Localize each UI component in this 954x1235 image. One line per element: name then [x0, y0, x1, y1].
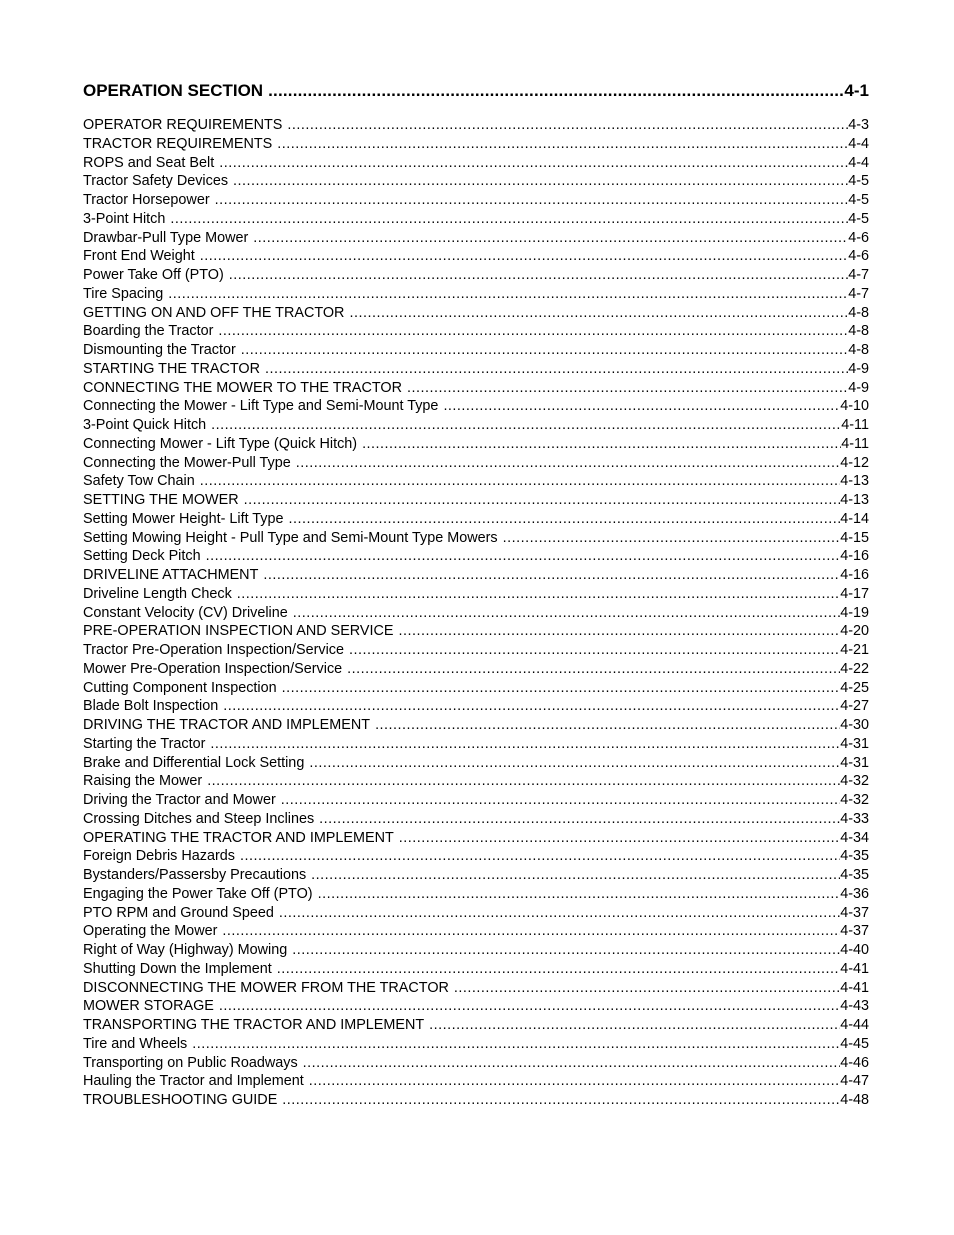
- dot-leader: [281, 791, 840, 810]
- toc-entry-title: Blade Bolt Inspection: [83, 698, 219, 715]
- toc-entry-title: Power Take Off (PTO): [83, 267, 224, 283]
- dot-leader: [200, 472, 840, 491]
- toc-entry[interactable]: [83, 472, 869, 491]
- dot-leader: [503, 529, 841, 548]
- dot-leader: [268, 80, 844, 102]
- toc-entry-page-number: 4-46: [840, 1054, 869, 1071]
- toc-entry[interactable]: [83, 1072, 869, 1091]
- toc-entry-page-number: 4-27: [840, 698, 869, 715]
- toc-entry-page-number: 4-4: [848, 154, 869, 171]
- toc-entry-page-number: 4-45: [840, 1035, 869, 1052]
- dot-leader: [362, 435, 841, 454]
- toc-entry[interactable]: [83, 397, 869, 416]
- dot-leader: [219, 154, 848, 173]
- dot-leader: [282, 1091, 840, 1110]
- toc-entry-page-number: 4-41: [840, 960, 869, 977]
- toc-entry[interactable]: [83, 679, 869, 698]
- toc-entry-page-number: 4-17: [840, 585, 869, 602]
- toc-entry-title: Connecting the Mower-Pull Type: [83, 454, 291, 471]
- dot-leader: [311, 866, 840, 885]
- toc-entry[interactable]: [83, 454, 869, 473]
- toc-entry-page-number: 4-4: [848, 135, 869, 152]
- dot-leader: [211, 416, 841, 435]
- toc-entry-page-number: 4-48: [840, 1092, 869, 1108]
- toc-entry[interactable]: [83, 791, 869, 810]
- toc-entry[interactable]: [83, 360, 869, 379]
- toc-entry-page-number: 4-16: [840, 548, 869, 565]
- toc-entry-page-number: 4-5: [848, 210, 869, 227]
- toc-entry-page-number: 4-43: [840, 998, 869, 1015]
- toc-entry-title: Operating the Mower: [83, 923, 218, 940]
- toc-entry-title: Driving the Tractor and Mower: [83, 792, 276, 808]
- toc-entry-page-number: 4-32: [840, 792, 869, 808]
- dot-leader: [240, 847, 840, 866]
- toc-entry[interactable]: [83, 1091, 869, 1110]
- toc-entry-title: Bystanders/Passersby Precautions: [83, 867, 307, 883]
- toc-entry-title: Front End Weight: [83, 248, 195, 265]
- section-page-number: 4-1: [844, 81, 869, 100]
- toc-entry-page-number: 4-13: [840, 473, 869, 490]
- toc-entry-title: Setting Mowing Height - Pull Type and Semi-Mount Type Mowers: [83, 529, 498, 546]
- toc-entry-title: DISCONNECTING THE MOWER FROM THE TRACTOR: [83, 979, 449, 996]
- dot-leader: [222, 922, 840, 941]
- toc-entry[interactable]: [83, 210, 869, 229]
- dot-leader: [277, 135, 848, 154]
- toc-entry-title: MOWER STORAGE: [83, 998, 214, 1015]
- toc-entry-page-number: 4-11: [841, 417, 869, 433]
- toc-entry-page-number: 4-14: [840, 510, 869, 527]
- toc-entry[interactable]: [83, 622, 869, 641]
- toc-entry-title: TROUBLESHOOTING GUIDE: [83, 1092, 278, 1108]
- toc-entry-title: Shutting Down the Implement: [83, 960, 272, 977]
- toc-entry[interactable]: [83, 904, 869, 923]
- toc-entry-page-number: 4-30: [840, 717, 869, 733]
- toc-entry[interactable]: [83, 885, 869, 904]
- toc-entry[interactable]: [83, 660, 869, 679]
- toc-entry-title: Tractor Safety Devices: [83, 173, 229, 190]
- toc-entry-page-number: 4-9: [848, 379, 869, 396]
- table-of-contents: [83, 80, 869, 1110]
- toc-entry-page-number: 4-7: [848, 267, 869, 283]
- dot-leader: [429, 1016, 840, 1035]
- toc-entry[interactable]: [83, 304, 869, 323]
- toc-entry-title: Driveline Length Check: [83, 585, 232, 602]
- toc-entry[interactable]: [83, 172, 869, 191]
- toc-entry[interactable]: [83, 697, 869, 716]
- toc-entry-page-number: 4-12: [840, 454, 869, 471]
- toc-entry-title: Connecting Mower - Lift Type (Quick Hitch): [83, 435, 358, 452]
- toc-entry[interactable]: [83, 135, 869, 154]
- toc-entry-title: PTO RPM and Ground Speed: [83, 904, 274, 921]
- dot-leader: [233, 172, 848, 191]
- dot-leader: [244, 491, 841, 510]
- dot-leader: [253, 229, 848, 248]
- toc-entry-page-number: 4-31: [840, 735, 869, 752]
- dot-leader: [241, 341, 848, 360]
- toc-entry-page-number: 4-36: [840, 885, 869, 902]
- toc-entry[interactable]: [83, 510, 869, 529]
- toc-entry-title: Tractor Pre-Operation Inspection/Service: [83, 642, 345, 658]
- dot-leader: [296, 454, 840, 473]
- dot-leader: [237, 585, 840, 604]
- dot-leader: [277, 960, 840, 979]
- toc-entry[interactable]: [83, 716, 869, 735]
- toc-entry-title: CONNECTING THE MOWER TO THE TRACTOR: [83, 379, 403, 396]
- dot-leader: [210, 735, 840, 754]
- dot-leader: [170, 210, 848, 229]
- dot-leader: [407, 379, 848, 398]
- toc-entry-title: ROPS and Seat Belt: [83, 154, 215, 171]
- dot-leader: [265, 360, 848, 379]
- toc-entry-page-number: 4-5: [848, 192, 869, 208]
- dot-leader: [309, 754, 840, 773]
- dot-leader: [318, 885, 841, 904]
- toc-entry-title: Transporting on Public Roadways: [83, 1054, 298, 1071]
- toc-entry-page-number: 4-8: [848, 304, 869, 321]
- toc-entry[interactable]: [83, 566, 869, 585]
- toc-entry-page-number: 4-44: [840, 1017, 869, 1033]
- toc-entry-page-number: 4-25: [840, 679, 869, 696]
- toc-entry-page-number: 4-37: [840, 923, 869, 940]
- toc-entry-page-number: 4-41: [840, 979, 869, 996]
- toc-entry-page-number: 4-19: [840, 604, 869, 621]
- toc-entry-title: Connecting the Mower - Lift Type and Semi-Mount Type: [83, 398, 439, 415]
- section-title: OPERATION SECTION: [83, 81, 264, 100]
- toc-entry-title: Drawbar-Pull Type Mower: [83, 229, 249, 246]
- toc-entry-page-number: 4-35: [840, 867, 869, 883]
- toc-entry[interactable]: [83, 416, 869, 435]
- dot-leader: [279, 904, 840, 923]
- toc-entry[interactable]: [83, 1054, 869, 1073]
- toc-entry-page-number: 4-8: [848, 323, 869, 340]
- dot-leader: [207, 772, 840, 791]
- toc-entry[interactable]: [83, 491, 869, 510]
- toc-entry-title: Mower Pre-Operation Inspection/Service: [83, 660, 343, 677]
- dot-leader: [319, 810, 840, 829]
- toc-entry[interactable]: [83, 154, 869, 173]
- toc-entry-title: Tractor Horsepower: [83, 192, 210, 208]
- toc-entry-title: STARTING THE TRACTOR: [83, 360, 260, 377]
- toc-entry-page-number: 4-11: [841, 435, 869, 452]
- toc-entry-title: Brake and Differential Lock Setting: [83, 754, 305, 771]
- dot-leader: [399, 829, 840, 848]
- toc-entry[interactable]: [83, 866, 869, 885]
- dot-leader: [349, 304, 848, 323]
- toc-entry-page-number: 4-31: [840, 754, 869, 771]
- dot-leader: [293, 604, 840, 623]
- toc-entry-title: TRANSPORTING THE TRACTOR AND IMPLEMENT: [83, 1017, 425, 1033]
- toc-entry-page-number: 4-21: [840, 642, 869, 658]
- toc-entry[interactable]: [83, 810, 869, 829]
- dot-leader: [219, 997, 840, 1016]
- toc-entry-title: Cutting Component Inspection: [83, 679, 277, 696]
- toc-entry[interactable]: [83, 435, 869, 454]
- toc-entry[interactable]: [83, 585, 869, 604]
- toc-entry[interactable]: [83, 979, 869, 998]
- toc-entry[interactable]: [83, 754, 869, 773]
- toc-entry-title: Raising the Mower: [83, 773, 203, 790]
- dot-leader: [263, 566, 840, 585]
- toc-entry-title: Tire Spacing: [83, 285, 164, 302]
- toc-entry-page-number: 4-34: [840, 829, 869, 846]
- toc-entry[interactable]: [83, 266, 869, 285]
- toc-entry[interactable]: [83, 322, 869, 341]
- toc-entries: [83, 116, 869, 1110]
- toc-entry[interactable]: [83, 341, 869, 360]
- dot-leader: [347, 660, 840, 679]
- dot-leader: [375, 716, 840, 735]
- toc-entry-title: DRIVING THE TRACTOR AND IMPLEMENT: [83, 717, 371, 733]
- toc-entry-page-number: 4-6: [848, 248, 869, 265]
- toc-entry-title: Safety Tow Chain: [83, 473, 195, 490]
- toc-entry-page-number: 4-22: [840, 660, 869, 677]
- toc-entry-title: Setting Mower Height- Lift Type: [83, 510, 284, 527]
- dot-leader: [168, 285, 848, 304]
- toc-entry-title: GETTING ON AND OFF THE TRACTOR: [83, 304, 345, 321]
- dot-leader: [443, 397, 840, 416]
- dot-leader: [303, 1054, 841, 1073]
- toc-entry-title: Constant Velocity (CV) Driveline: [83, 604, 288, 621]
- toc-entry-page-number: 4-40: [840, 942, 869, 958]
- toc-entry-page-number: 4-33: [840, 810, 869, 827]
- toc-entry-title: PRE-OPERATION INSPECTION AND SERVICE: [83, 623, 394, 640]
- toc-entry[interactable]: [83, 829, 869, 848]
- toc-entry-title: Tire and Wheels: [83, 1035, 188, 1052]
- dot-leader: [289, 510, 841, 529]
- toc-entry[interactable]: [83, 735, 869, 754]
- toc-entry-page-number: 4-35: [840, 848, 869, 865]
- toc-entry-title: Engaging the Power Take Off (PTO): [83, 885, 313, 902]
- toc-entry-page-number: 4-6: [848, 229, 869, 246]
- toc-entry-title: OPERATOR REQUIREMENTS: [83, 117, 283, 133]
- toc-entry-title: Boarding the Tractor: [83, 323, 214, 340]
- toc-entry-page-number: 4-5: [848, 173, 869, 190]
- toc-entry-title: Crossing Ditches and Steep Inclines: [83, 810, 315, 827]
- toc-entry-page-number: 4-37: [840, 904, 869, 921]
- toc-section-heading[interactable]: [83, 80, 869, 102]
- toc-entry-title: Starting the Tractor: [83, 735, 206, 752]
- toc-entry-page-number: 4-10: [840, 398, 869, 415]
- dot-leader: [399, 622, 841, 641]
- dot-leader: [229, 266, 848, 285]
- toc-entry[interactable]: [83, 847, 869, 866]
- toc-entry-title: OPERATING THE TRACTOR AND IMPLEMENT: [83, 829, 394, 846]
- toc-entry[interactable]: [83, 1035, 869, 1054]
- dot-leader: [287, 116, 848, 135]
- dot-leader: [192, 1035, 840, 1054]
- toc-entry[interactable]: [83, 547, 869, 566]
- toc-entry-page-number: 4-13: [840, 492, 869, 508]
- toc-entry[interactable]: [83, 116, 869, 135]
- toc-entry[interactable]: [83, 604, 869, 623]
- toc-entry-page-number: 4-16: [840, 567, 869, 583]
- toc-entry-page-number: 4-47: [840, 1073, 869, 1090]
- dot-leader: [200, 247, 848, 266]
- dot-leader: [292, 941, 840, 960]
- toc-entry-page-number: 4-3: [848, 117, 869, 133]
- dot-leader: [454, 979, 840, 998]
- toc-entry-title: 3-Point Hitch: [83, 210, 166, 227]
- toc-entry-page-number: 4-8: [848, 342, 869, 358]
- toc-entry-title: TRACTOR REQUIREMENTS: [83, 135, 273, 152]
- toc-entry[interactable]: [83, 941, 869, 960]
- toc-entry-page-number: 4-7: [848, 285, 869, 302]
- toc-entry[interactable]: [83, 641, 869, 660]
- toc-entry-page-number: 4-20: [840, 623, 869, 640]
- toc-entry-page-number: 4-15: [840, 529, 869, 546]
- dot-leader: [309, 1072, 840, 1091]
- toc-entry-title: Foreign Debris Hazards: [83, 848, 235, 865]
- toc-entry[interactable]: [83, 379, 869, 398]
- dot-leader: [223, 697, 840, 716]
- toc-entry-title: SETTING THE MOWER: [83, 492, 239, 508]
- toc-entry[interactable]: [83, 247, 869, 266]
- toc-entry-title: DRIVELINE ATTACHMENT: [83, 567, 259, 583]
- toc-entry-title: Dismounting the Tractor: [83, 342, 236, 358]
- dot-leader: [215, 191, 849, 210]
- toc-entry[interactable]: [83, 285, 869, 304]
- dot-leader: [218, 322, 848, 341]
- toc-entry[interactable]: [83, 960, 869, 979]
- toc-entry[interactable]: [83, 229, 869, 248]
- toc-entry-title: Setting Deck Pitch: [83, 548, 201, 565]
- toc-entry[interactable]: [83, 997, 869, 1016]
- toc-entry[interactable]: [83, 529, 869, 548]
- dot-leader: [349, 641, 840, 660]
- dot-leader: [282, 679, 841, 698]
- toc-entry-title: Hauling the Tractor and Implement: [83, 1073, 304, 1090]
- toc-entry-title: 3-Point Quick Hitch: [83, 417, 207, 433]
- toc-entry[interactable]: [83, 772, 869, 791]
- toc-entry[interactable]: [83, 1016, 869, 1035]
- dot-leader: [206, 547, 841, 566]
- toc-entry[interactable]: [83, 191, 869, 210]
- toc-entry[interactable]: [83, 922, 869, 941]
- toc-entry-page-number: 4-9: [848, 360, 869, 377]
- toc-entry-page-number: 4-32: [840, 773, 869, 790]
- toc-entry-title: Right of Way (Highway) Mowing: [83, 942, 288, 958]
